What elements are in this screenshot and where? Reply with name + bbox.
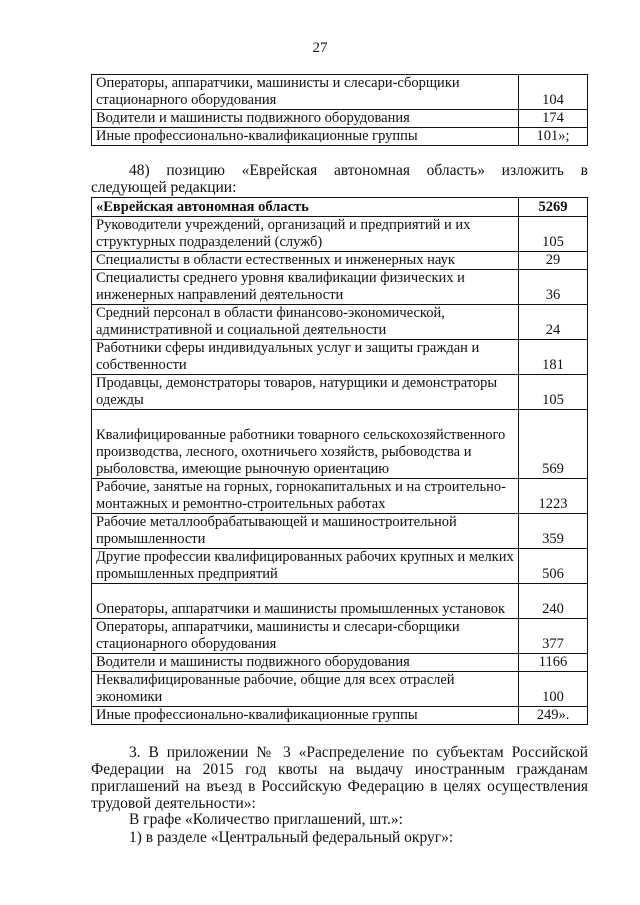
row-name: Операторы, аппаратчики, машинисты и слесари-сборщики стационарного оборудования (92, 75, 519, 110)
row-value: 506 (519, 549, 588, 584)
quota-table-jewish-ao (91, 197, 588, 725)
row-name: Средний персонал в области финансово-экономической, административной и социальной деятельности (92, 305, 519, 340)
row-name: Рабочие, занятые на горных, горнокапитальных и на строительно-монтажных и ремонтно-строительных работах (92, 479, 519, 514)
table-row (92, 707, 588, 725)
row-name: Специалисты среднего уровня квалификации физических и инженерных направлений деятельности (92, 270, 519, 305)
row-value: 569 (519, 410, 588, 479)
row-value: 29 (519, 252, 588, 270)
row-value: 101»; (519, 128, 588, 146)
row-name: Неквалифицированные рабочие, общие для всех отраслей экономики (92, 672, 519, 707)
row-name: Иные профессионально-квалификационные группы (92, 128, 519, 146)
paragraph-3: 3. В приложении № 3 «Распределение по субъектам Российской Федерации на 2015 год квоты на выдачу иностранным гражданам приглашений на въезд в Российскую Федерацию в целях осуществления трудовой деятельности»: (91, 744, 588, 812)
paragraph-48: 48) позицию «Еврейская автономная область» изложить в следующей редакции: (91, 162, 588, 196)
table-row (92, 305, 588, 340)
table-row (92, 619, 588, 654)
paragraph-item-1: 1) в разделе «Центральный федеральный округ»: (129, 829, 454, 846)
row-value: 36 (519, 270, 588, 305)
row-name: Водители и машинисты подвижного оборудования (92, 654, 519, 672)
row-value: 249». (519, 707, 588, 725)
region-total: 5269 (519, 198, 588, 217)
table-row (92, 410, 588, 479)
row-value: 1223 (519, 479, 588, 514)
row-name: Работники сферы индивидуальных услуг и защиты граждан и собственности (92, 340, 519, 375)
table-row (92, 110, 588, 128)
table-row (92, 75, 588, 110)
table-row (92, 340, 588, 375)
row-value: 1166 (519, 654, 588, 672)
row-value: 105 (519, 375, 588, 410)
row-value: 377 (519, 619, 588, 654)
page-number: 27 (312, 40, 328, 56)
table-row (92, 270, 588, 305)
row-name: Продавцы, демонстраторы товаров, натурщики и демонстраторы одежды (92, 375, 519, 410)
row-name: Руководители учреждений, организаций и предприятий и их структурных подразделений (служб) (92, 217, 519, 252)
table-row (92, 672, 588, 707)
row-value: 174 (519, 110, 588, 128)
table-body (92, 75, 588, 146)
row-name: Операторы, аппаратчики и машинисты промышленных установок (92, 584, 519, 619)
row-name: Квалифицированные работники товарного сельскохозяйственного производства, лесного, охотничьего хозяйств, рыбоводства и рыболовства, имеющие рыночную ориентацию (92, 410, 519, 479)
table-row (92, 584, 588, 619)
row-value: 240 (519, 584, 588, 619)
row-value: 181 (519, 340, 588, 375)
table-row (92, 514, 588, 549)
row-name: Водители и машинисты подвижного оборудования (92, 110, 519, 128)
region-name: «Еврейская автономная область (92, 198, 519, 217)
row-value: 100 (519, 672, 588, 707)
row-value: 359 (519, 514, 588, 549)
row-value: 104 (519, 75, 588, 110)
table-row (92, 375, 588, 410)
row-name: Операторы, аппаратчики, машинисты и слесари-сборщики стационарного оборудования (92, 619, 519, 654)
table-header-row (92, 198, 588, 217)
table-body (92, 198, 588, 725)
quota-table-previous (91, 74, 588, 146)
table-row (92, 217, 588, 252)
table-row (92, 549, 588, 584)
row-value: 24 (519, 305, 588, 340)
table-row (92, 128, 588, 146)
row-name: Рабочие металлообрабатывающей и машиностроительной промышленности (92, 514, 519, 549)
row-name: Иные профессионально-квалификационные группы (92, 707, 519, 725)
paragraph-graph: В графе «Количество приглашений, шт.»: (129, 811, 403, 828)
table-row (92, 252, 588, 270)
row-name: Другие профессии квалифицированных рабочих крупных и мелких промышленных предприятий (92, 549, 519, 584)
row-value: 105 (519, 217, 588, 252)
table-row (92, 479, 588, 514)
table-row (92, 654, 588, 672)
row-name: Специалисты в области естественных и инженерных наук (92, 252, 519, 270)
